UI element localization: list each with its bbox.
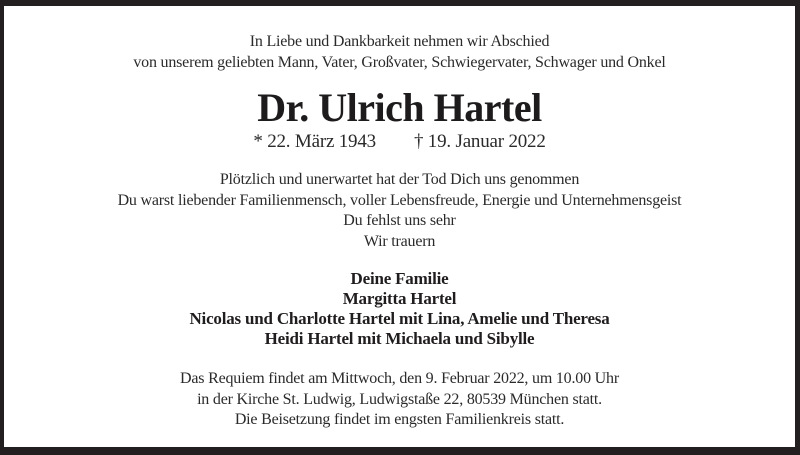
- deceased-name: Dr. Ulrich Hartel: [257, 85, 542, 130]
- intro-text: [4, 6, 795, 73]
- tribute-text: [4, 170, 795, 252]
- birth-date: * 22. März 1943: [253, 131, 376, 152]
- intro-line-2: von unserem geliebten Mann, Vater, Großvater, Schwiegervater, Schwager und Onkel: [133, 54, 666, 71]
- service-info: [4, 369, 795, 431]
- service-line-1: Das Requiem findet am Mittwoch, den 9. Februar 2022, um 10.00 Uhr: [180, 370, 619, 387]
- mourners-line-4: Heidi Hartel mit Michaela und Sibylle: [264, 329, 535, 348]
- mourners-line-2: Margitta Hartel: [342, 289, 457, 308]
- death-date: † 19. Januar 2022: [413, 131, 546, 152]
- mourners-line-3: Nicolas und Charlotte Hartel mit Lina, Amelie und Theresa: [189, 309, 610, 328]
- service-line-3: Die Beisetzung findet im engsten Familienkreis statt.: [234, 411, 565, 428]
- tribute-line-2: Du warst liebender Familienmensch, voller Lebensfreude, Energie und Unternehmensgeist: [117, 191, 682, 209]
- tribute-line-1: Plötzlich und unerwartet hat der Tod Dich uns genommen: [219, 171, 580, 188]
- intro-line-1: In Liebe und Dankbarkeit nehmen wir Abschied: [249, 33, 550, 50]
- tribute-line-3: Du fehlst uns sehr: [343, 212, 456, 229]
- life-dates: [4, 130, 795, 154]
- mourners-list: [4, 269, 795, 349]
- obituary-notice: [4, 6, 795, 447]
- mourners-line-1: Deine Familie: [350, 269, 449, 288]
- tribute-line-4: Wir trauern: [363, 232, 436, 250]
- service-line-2: in der Kirche St. Ludwig, Ludwigstaße 22, 80539 München statt.: [197, 390, 602, 408]
